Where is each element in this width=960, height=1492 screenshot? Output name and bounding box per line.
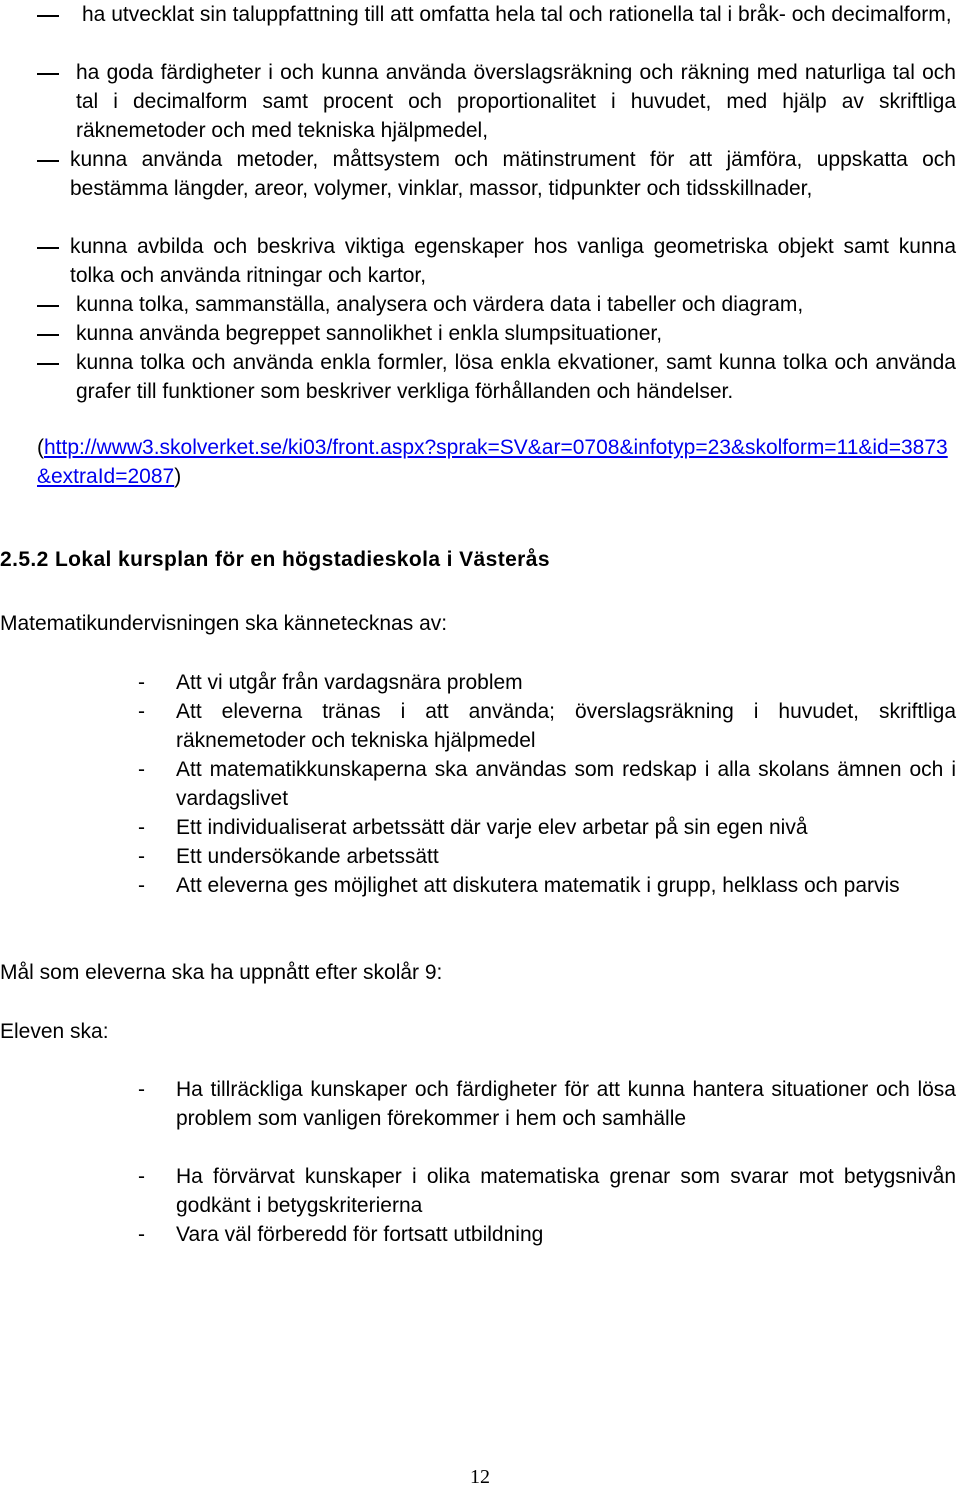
goals-intro: Mål som eleverna ska ha uppnått efter skolår 9: [0, 961, 443, 984]
hyphen-bullet: - [138, 671, 145, 694]
hyphen-bullet: - [138, 758, 145, 781]
list-item-text: Att vi utgår från vardagsnära problem [176, 671, 523, 694]
dash-bullet [37, 247, 59, 249]
hyphen-bullet: - [138, 1223, 145, 1246]
dash-bullet [37, 15, 59, 17]
dash-bullet [37, 363, 59, 365]
source-reference [37, 433, 952, 491]
intro-paragraph: Matematikundervisningen ska kännetecknas av: [0, 612, 448, 635]
list-item-text: Ett individualiserat arbetssätt där varje elev arbetar på sin egen nivå [176, 816, 808, 839]
dash-bullet [37, 160, 59, 162]
paren-open: ( [37, 436, 44, 459]
list-item-text: Ha förvärvat kunskaper i olika matematiska grenar som svarar mot betygsnivån godkänt i betygskriterierna [176, 1165, 956, 1217]
dash-bullet [37, 334, 59, 336]
goal-text: ha utvecklat sin taluppfattning till att omfatta hela tal och rationella tal i bråk- och decimalform, [82, 3, 952, 26]
goal-text: ha goda färdigheter i och kunna använda överslagsräkning och räkning med naturliga tal och tal i decimalform samt procent och proportionalitet i huvudet, med hjälp av skriftliga räknemetoder och med tekniska hjälpmedel, [76, 61, 956, 142]
hyphen-bullet: - [138, 1165, 145, 1188]
list-item-text: Att eleverna ges möjlighet att diskutera matematik i grupp, helklass och parvis [176, 874, 900, 897]
goal-text: kunna tolka, sammanställa, analysera och värdera data i tabeller och diagram, [76, 293, 804, 316]
list-item-text: Ett undersökande arbetssätt [176, 845, 439, 868]
hyphen-bullet: - [138, 1078, 145, 1101]
dash-bullet [37, 305, 59, 307]
page-number: 12 [470, 1466, 490, 1488]
hyphen-bullet: - [138, 700, 145, 723]
paren-close: ) [174, 465, 182, 488]
dash-bullet [37, 73, 59, 75]
hyphen-bullet: - [138, 845, 145, 868]
list-item-text: Att matematikkunskaperna ska användas som redskap i alla skolans ämnen och i vardagslivet [176, 758, 956, 810]
hyphen-bullet: - [138, 874, 145, 897]
section-heading: 2.5.2 Lokal kursplan för en högstadieskola i Västerås [0, 548, 550, 571]
goal-text: kunna använda begreppet sannolikhet i enkla slumpsituationer, [76, 322, 663, 345]
list-item-text: Ha tillräckliga kunskaper och färdigheter för att kunna hantera situationer och lösa problem som vanligen förekommer i hem och samhälle [176, 1078, 956, 1130]
list-item-text: Vara väl förberedd för fortsatt utbildning [176, 1223, 544, 1246]
goal-text: kunna avbilda och beskriva viktiga egenskaper hos vanliga geometriska objekt samt kunna tolka och använda ritningar och kartor, [70, 235, 956, 287]
source-link[interactable]: http://www3.skolverket.se/ki03/front.aspx?sprak=SV&ar=0708&infotyp=23&skolform=11&id=3873&extraId=2087 [37, 436, 948, 488]
list-item-text: Att eleverna tränas i att använda; överslagsräkning i huvudet, skriftliga räknemetoder och tekniska hjälpmedel [176, 700, 956, 752]
hyphen-bullet: - [138, 816, 145, 839]
student-intro: Eleven ska: [0, 1020, 109, 1043]
goal-text: kunna använda metoder, måttsystem och mätinstrument för att jämföra, uppskatta och bestämma längder, areor, volymer, vinklar, massor, tidpunkter och tidsskillnader, [70, 148, 956, 200]
goal-text: kunna tolka och använda enkla formler, lösa enkla ekvationer, samt kunna tolka och använda grafer till funktioner som beskriver verkliga förhållanden och händelser. [76, 351, 956, 403]
